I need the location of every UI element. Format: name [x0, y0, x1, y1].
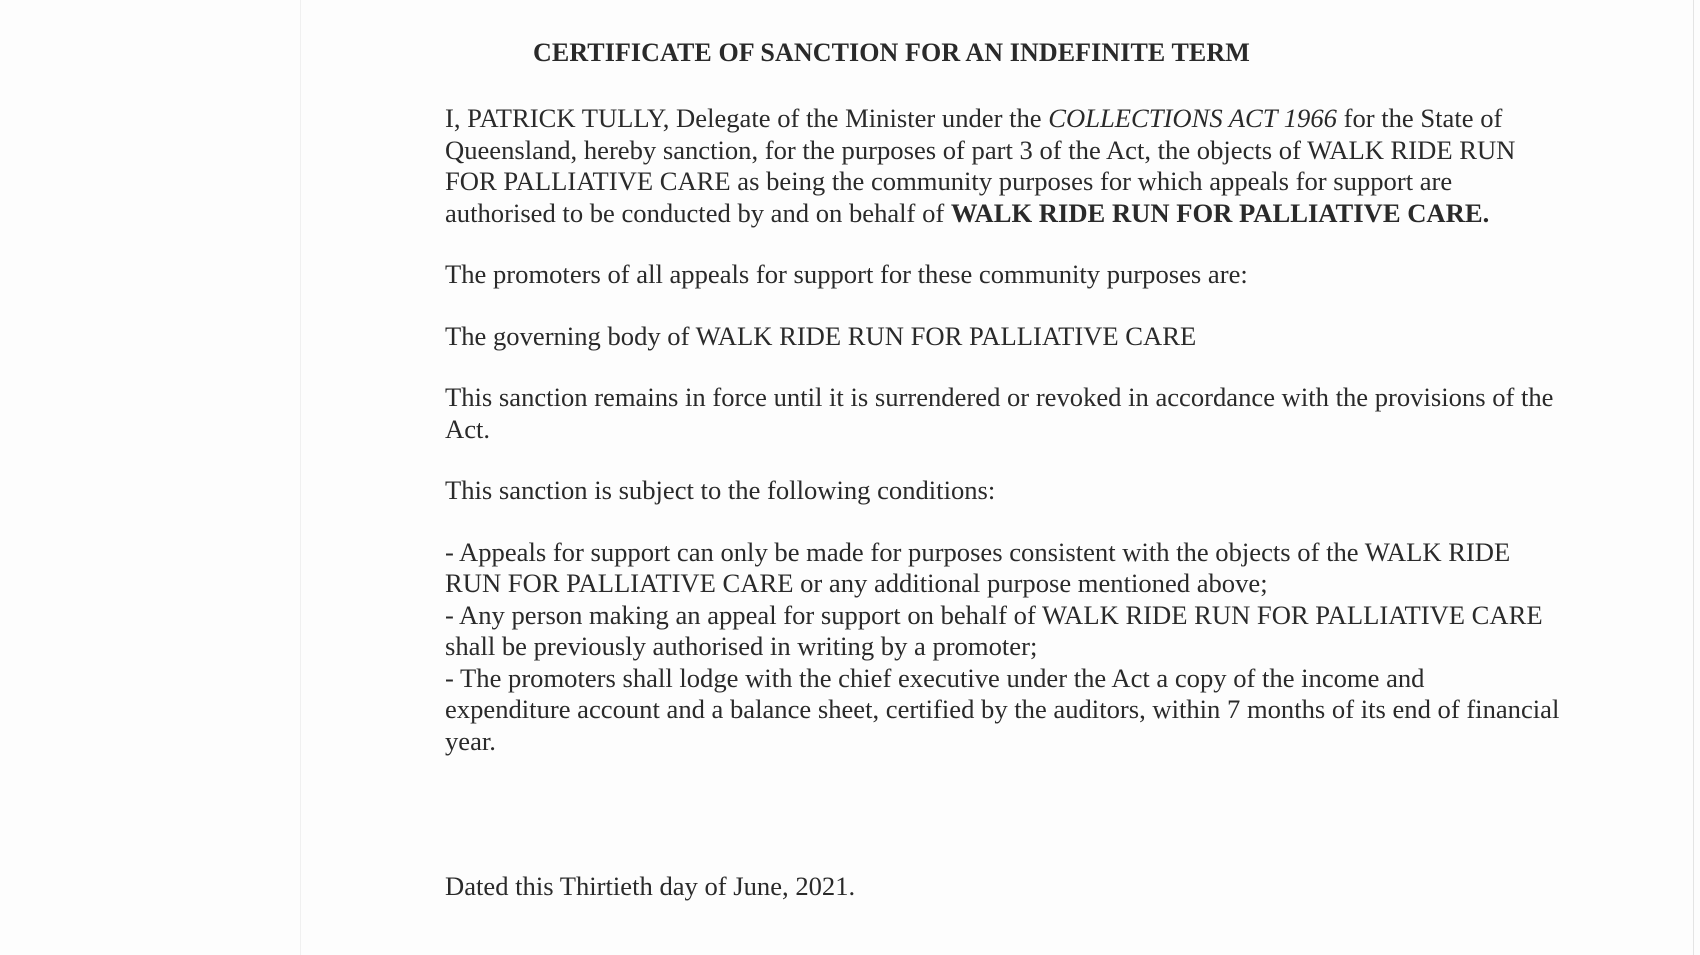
condition-line: shall be previously authorised in writing by a promoter;: [445, 631, 1038, 661]
governing-body-paragraph: The governing body of WALK RIDE RUN FOR PALLIATIVE CARE: [445, 320, 1197, 351]
act-name: COLLECTIONS ACT 1966: [1048, 103, 1337, 133]
sanction-line-4: authorised to be conducted by and on behalf of WALK RIDE RUN FOR PALLIATIVE CARE.: [445, 197, 1490, 228]
sanction-line-1: I, PATRICK TULLY, Delegate of the Minister under the COLLECTIONS ACT 1966 for the State of: [445, 103, 1503, 133]
promoters-paragraph: The promoters of all appeals for support for these community purposes are:: [445, 259, 1248, 289]
sanction-line-2: Queensland, hereby sanction, for the purposes of part 3 of the Act, the objects of WALK RIDE RUN: [445, 134, 1516, 165]
condition-line: year.: [445, 725, 496, 756]
organisation-name: WALK RIDE RUN FOR PALLIATIVE CARE: [950, 197, 1483, 228]
sanction-paragraph: [445, 103, 1585, 229]
condition-line: - Any person making an appeal for support on behalf of WALK RIDE RUN FOR PALLIATIVE CARE: [445, 599, 1543, 630]
condition-line: - The promoters shall lodge with the chief executive under the Act a copy of the income and: [445, 662, 1425, 693]
force-paragraph: This sanction remains in force until it is surrendered or revoked in accordance with the provisions of the Act.: [445, 382, 1554, 444]
condition-line: expenditure account and a balance sheet, certified by the auditors, within 7 months of its end of financial: [445, 694, 1560, 724]
certificate-body: [445, 103, 1585, 787]
certificate-title: CERTIFICATE OF SANCTION FOR AN INDEFINITE TERM: [533, 38, 1250, 67]
condition-line: RUN FOR PALLIATIVE CARE or any additional purpose mentioned above;: [445, 568, 1268, 598]
sanction-line-3: FOR PALLIATIVE CARE as being the community purposes for which appeals for support are: [445, 166, 1453, 196]
conditions-list: [445, 537, 1585, 758]
condition-line: - Appeals for support can only be made for purposes consistent with the objects of the WALK RIDE: [445, 536, 1511, 567]
conditions-intro: This sanction is subject to the following conditions:: [445, 475, 996, 505]
dated-line: Dated this Thirtieth day of June, 2021.: [445, 871, 856, 901]
